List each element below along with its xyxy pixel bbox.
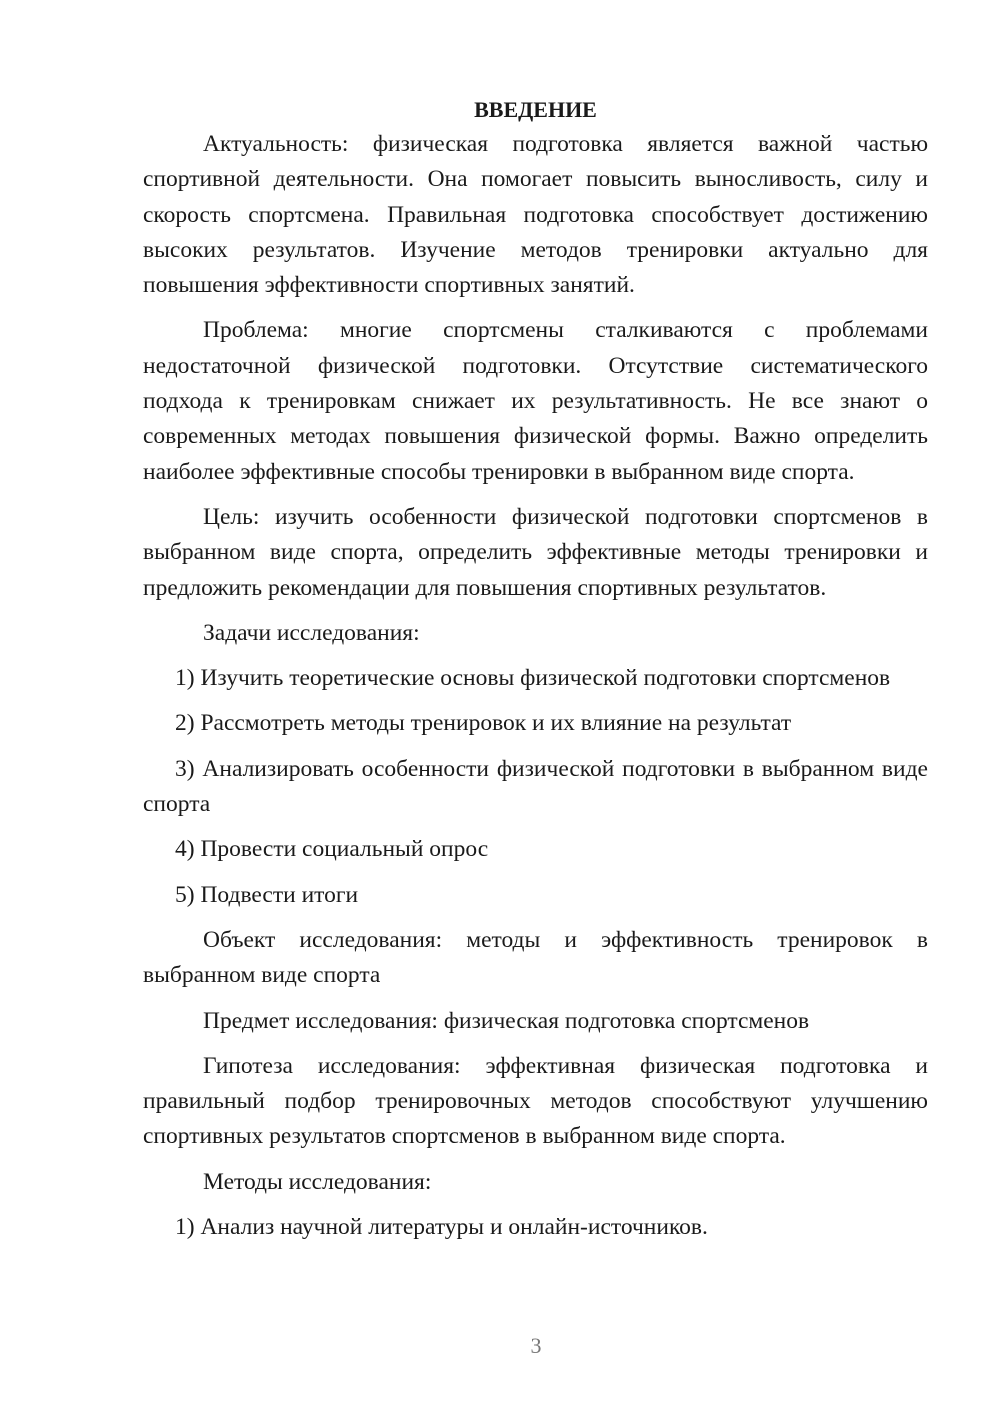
section-title: ВВЕДЕНИЕ <box>474 97 597 122</box>
paragraph-hypothesis: Гипотеза исследования: эффективная физическая подготовка и правильный подбор тренировочных методов способствуют улучшению спортивных результатов спортсменов в выбранном виде спорта. <box>143 1052 928 1150</box>
paragraph-methods-heading: Методы исследования: <box>203 1168 432 1195</box>
page-content <box>143 92 928 1245</box>
paragraph-goal: Цель: изучить особенности физической подготовки спортсменов в выбранном виде спорта, определить эффективные методы тренировки и предложить рекомендации для повышения спортивных результатов. <box>143 503 928 601</box>
paragraph-subject: Предмет исследования: физическая подготовка спортсменов <box>203 1007 810 1034</box>
task-item-2: 2) Рассмотреть методы тренировок и их влияние на результат <box>175 710 792 737</box>
method-item-1: 1) Анализ научной литературы и онлайн-источников. <box>175 1214 708 1241</box>
paragraph-relevance: Актуальность: физическая подготовка является важной частью спортивной деятельности. Она помогает повысить выносливость, силу и скорость спортсмена. Правильная подготовка способствует достижению высоких результатов. Изучение методов тренировки актуально для повышения эффективности спортивных занятий. <box>143 131 928 299</box>
paragraph-object: Объект исследования: методы и эффективность тренировок в выбранном виде спорта <box>143 926 928 989</box>
task-item-5: 5) Подвести итоги <box>175 881 359 908</box>
task-item-3: 3) Анализировать особенности физической подготовки в выбранном виде спорта <box>143 755 928 818</box>
paragraph-tasks-heading: Задачи исследования: <box>203 619 420 646</box>
task-item-1: 1) Изучить теоретические основы физической подготовки спортсменов <box>175 665 891 692</box>
page-number: 3 <box>530 1333 542 1358</box>
paragraph-problem: Проблема: многие спортсмены сталкиваются с проблемами недостаточной физической подготовки. Отсутствие систематического подхода к тренировкам снижает их результативность. Не все знают о современных методах повышения физической формы. Важно определить наиболее эффективные способы тренировки в выбранном виде спорта. <box>143 317 928 485</box>
task-item-4: 4) Провести социальный опрос <box>175 836 489 863</box>
